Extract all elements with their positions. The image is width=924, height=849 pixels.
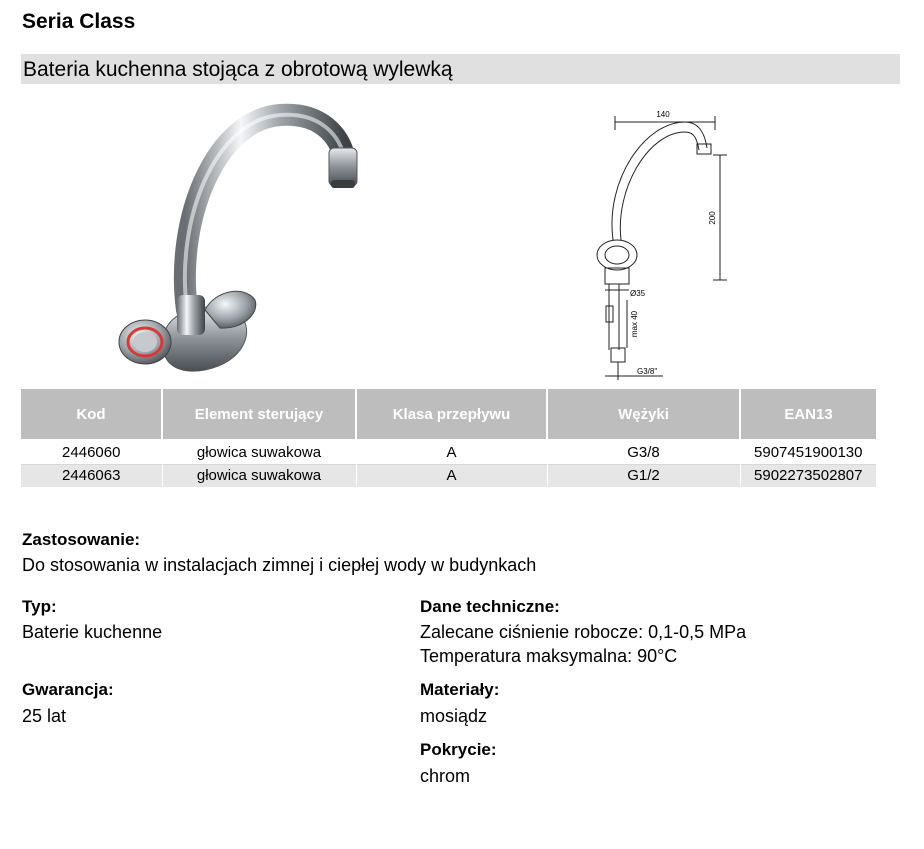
dim-diameter-label: Ø35 <box>630 289 646 298</box>
coating-label: Pokrycie: <box>420 740 497 759</box>
header-element-sterujacy: Element sterujący <box>162 389 356 439</box>
technical-line-pressure: Zalecane ciśnienie robocze: 0,1-0,5 MPa <box>420 622 747 642</box>
cell-wezyki: G3/8 <box>547 442 740 465</box>
cell-wezyki: G1/2 <box>547 465 740 488</box>
header-ean13: EAN13 <box>740 389 876 439</box>
faucet-photo <box>105 100 375 390</box>
dim-width-label: 140 <box>656 110 670 119</box>
table-row <box>21 465 876 488</box>
header-kod: Kod <box>21 389 162 439</box>
warranty-label: Gwarancja: <box>22 680 114 699</box>
materials-value: mosiądz <box>420 706 488 726</box>
dim-height-label: 200 <box>708 211 717 225</box>
application-label: Zastosowanie: <box>22 530 141 549</box>
type-label: Typ: <box>22 597 57 616</box>
technical-label: Dane techniczne: <box>420 597 560 616</box>
cell-kod: 2446060 <box>21 442 162 465</box>
series-title: Seria Class <box>22 10 136 33</box>
type-value: Baterie kuchenne <box>22 622 163 642</box>
cell-element: głowica suwakowa <box>162 442 356 465</box>
cell-element: głowica suwakowa <box>162 465 356 488</box>
table-row <box>21 442 876 465</box>
dim-thread-label: G3/8" <box>637 367 658 376</box>
cell-klasa: A <box>356 442 547 465</box>
cell-kod: 2446063 <box>21 465 162 488</box>
product-title-bar <box>21 54 900 84</box>
warranty-value: 25 lat <box>22 706 67 726</box>
cell-ean: 5902273502807 <box>740 465 876 488</box>
cell-klasa: A <box>356 465 547 488</box>
product-spec-table <box>21 389 876 487</box>
dim-max-label: max 40 <box>630 310 639 338</box>
header-klasa-przeplywu: Klasa przepływu <box>356 389 547 439</box>
technical-line-temperature: Temperatura maksymalna: 90°C <box>420 646 678 666</box>
cell-ean: 5907451900130 <box>740 442 876 465</box>
materials-label: Materiały: <box>420 680 500 699</box>
technical-drawing <box>575 100 735 390</box>
product-title: Bateria kuchenna stojąca z obrotową wylewką <box>23 58 453 81</box>
application-value: Do stosowania w instalacjach zimnej i ciepłej wody w budynkach <box>22 555 537 575</box>
coating-value: chrom <box>420 766 471 786</box>
header-wezyki: Wężyki <box>547 389 740 439</box>
